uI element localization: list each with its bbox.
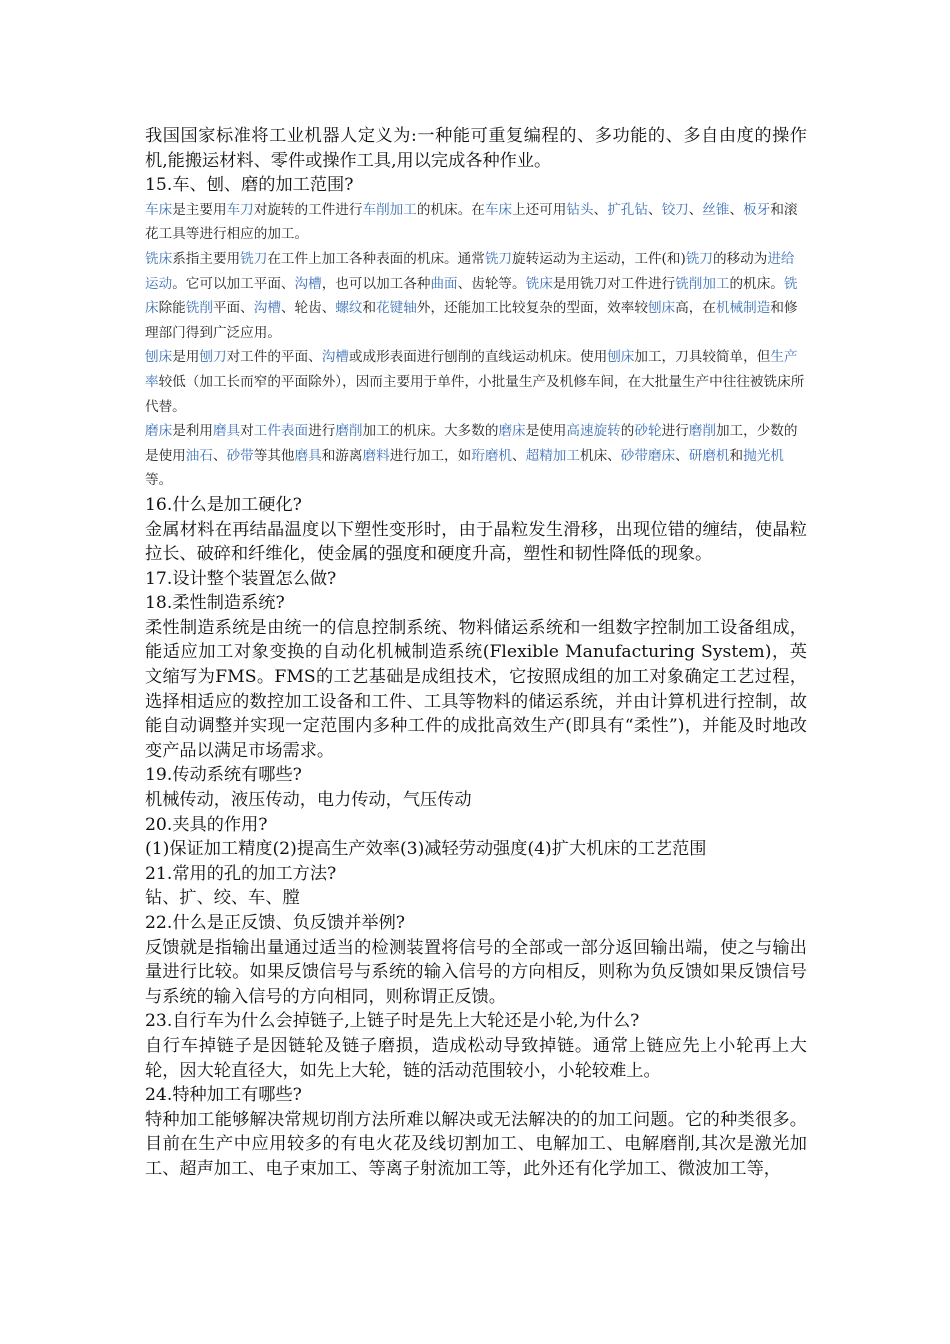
term-link[interactable]: 铣削 — [185, 300, 213, 317]
text-run: 在工件上加工各种表面的机床。通常 — [267, 250, 485, 267]
text-run: 系指主要用 — [172, 250, 241, 267]
text-run: 的 — [620, 423, 635, 440]
term-link[interactable]: 铣床 — [525, 275, 553, 292]
answer-paragraph: 机械传动，液压传动，电力传动，气压传动 — [145, 790, 472, 811]
question-line: 19.传动系统有哪些? — [145, 765, 302, 786]
text-run: 对 — [240, 423, 254, 440]
term-link[interactable]: 磨料 — [362, 447, 390, 464]
text-run: 的移动为 — [712, 250, 768, 267]
text-run: 的机床。 — [729, 275, 784, 292]
term-link[interactable]: 刨床 — [145, 349, 173, 366]
question-line: 24.特种加工有哪些? — [145, 1085, 302, 1106]
text-run: 和滚花工具等进行相应的加工。 — [145, 201, 798, 243]
text-run: 、轮齿、 — [280, 300, 336, 317]
question-line: 23.自行车为什么会掉链子,上链子时是先上大轮还是小轮,为什么? — [145, 1011, 640, 1032]
text-run: 是主要用 — [172, 201, 227, 218]
question-15: 15.车、刨、磨的加工范围? — [145, 175, 354, 196]
text-run: 较低（加工长而窄的平面除外），因而主要用于单件，小批量生产及机修车间，在大批量生产中往往被铣床所代替。 — [145, 373, 805, 415]
text-run: ，也可以加工各种 — [321, 275, 431, 292]
term-link[interactable]: 铣削加工 — [675, 275, 730, 292]
text-run: 是用铣刀对工件进行 — [552, 275, 676, 292]
text-run: 、 — [675, 447, 689, 464]
text-run: 对旋转的工件进行 — [253, 201, 363, 218]
text-run: 是使用 — [525, 423, 567, 440]
term-link[interactable]: 磨床 — [145, 423, 173, 440]
term-link[interactable]: 磨床 — [498, 423, 526, 440]
question-line: 21.常用的孔的加工方法? — [145, 863, 337, 884]
text-run: 机床、 — [580, 447, 621, 464]
text-run: 和 — [362, 300, 377, 317]
term-link[interactable]: 丝锥 — [702, 201, 730, 218]
text-run: 、 — [729, 201, 744, 218]
answer-15-grinder — [145, 419, 807, 493]
qa-list — [145, 493, 807, 1182]
term-link[interactable]: 磨削 — [335, 423, 363, 440]
term-link[interactable]: 砂轮 — [634, 423, 662, 440]
text-run: 和 — [729, 447, 744, 464]
term-link[interactable]: 生产率 — [145, 349, 798, 390]
term-link[interactable]: 珩磨机 — [471, 447, 513, 464]
term-link[interactable]: 曲面 — [430, 275, 458, 292]
term-link[interactable]: 高速旋转 — [566, 423, 621, 440]
text-run: 等。 — [145, 472, 173, 489]
answer-paragraph: (1)保证加工精度(2)提高生产效率(3)减轻劳动强度(4)扩大机床的工艺范围 — [145, 839, 707, 860]
question-line: 20.夹具的作用? — [145, 814, 268, 835]
question-line: 18.柔性制造系统? — [145, 593, 285, 614]
text-run: 进行 — [308, 423, 336, 440]
term-link[interactable]: 沟槽 — [253, 300, 281, 317]
term-link[interactable]: 刨床 — [607, 349, 635, 366]
term-link[interactable]: 钻头 — [566, 201, 594, 218]
term-link[interactable]: 螺纹 — [335, 300, 363, 317]
text-run: 、齿轮等。 — [457, 275, 526, 292]
answer-paragraph: 柔性制造系统是由统一的信息控制系统、物料储运系统和一组数字控制加工设备组成，能适应加工对象变换的自动化机械制造系统(Flexible Manufacturing System)，英文缩写为FMS。FMS的工艺基础是成组技术，它按照成组的加工对象确定工艺过程，选择相适应的数控加工设备和工件、工具等物料的储运系统，并由计算机进行控制，故能自动调整并实现一定范围内多种工件的成批高效生产(即具有“柔性”)，并能及时地改变产品以满足市场需求。 — [145, 617, 807, 761]
term-link[interactable]: 刨床 — [647, 300, 676, 317]
text-run: 外，还能加工比较复杂的型面，效率较 — [416, 300, 648, 317]
term-link[interactable]: 铣床 — [145, 250, 173, 267]
text-run: 、 — [647, 201, 662, 218]
answer-paragraph: 反馈就是指输出量通过适当的检测装置将信号的全部或一部分返回输出端，使之与输出量进行比较。如果反馈信号与系统的输入信号的方向相反，则称为负反馈如果反馈信号与系统的输入信号的方向相同，则称谓正反馈。 — [145, 937, 807, 1007]
text-run: 、 — [688, 201, 703, 218]
text-run: 对工件的平面、 — [226, 349, 322, 366]
term-link[interactable]: 沟槽 — [321, 349, 349, 366]
text-run: 除能 — [158, 300, 186, 317]
text-run: 和修理部门得到广泛应用。 — [145, 300, 798, 341]
term-link[interactable]: 沟槽 — [294, 275, 322, 292]
term-link[interactable]: 铣床 — [145, 275, 798, 317]
term-link[interactable]: 刨刀 — [199, 349, 227, 366]
text-run: 上还可用 — [512, 201, 567, 218]
term-link[interactable]: 铣刀 — [685, 250, 713, 267]
text-run: 旋转运动为主运动，工件(和) — [512, 250, 686, 267]
text-run: 、 — [212, 447, 227, 464]
text-run: 、 — [512, 447, 526, 464]
term-link[interactable]: 车床 — [484, 201, 513, 218]
answer-paragraph: 金属材料在再结晶温度以下塑性变形时，由于晶粒发生滑移，出现位错的缠结，使晶粒拉长、破碎和纤维化，使金属的强度和硬度升高，塑性和韧性降低的现象。 — [145, 519, 807, 565]
text-run: 的机床。在 — [416, 201, 485, 218]
term-link[interactable]: 工件表面 — [253, 423, 309, 440]
text-run: 或成形表面进行刨削的直线运动机床。使用 — [348, 349, 608, 366]
text-run: 是用 — [172, 349, 200, 366]
term-link[interactable]: 铣刀 — [484, 250, 513, 267]
answer-paragraph: 自行车掉链子是因链轮及链子磨损，造成松动导致掉链。通常上链应先上小轮再上大轮，因大轮直径大，如先上大轮，链的活动范围较小，小轮较难上。 — [145, 1035, 807, 1081]
term-link[interactable]: 磨削 — [688, 423, 716, 440]
text-run: 是利用 — [172, 423, 213, 440]
term-link[interactable]: 铰刀 — [661, 201, 689, 218]
text-run: 进行 — [661, 423, 689, 440]
term-link[interactable]: 砂带磨床 — [620, 447, 676, 464]
intro-paragraph: 我国国家标准将工业机器人定义为:一种能可重复编程的、多功能的、多自由度的操作机,能搬运材料、零件或操作工具,用以完成各种作业。 — [145, 126, 807, 171]
term-link[interactable]: 研磨机 — [688, 447, 730, 464]
text-run: 、 — [593, 201, 608, 218]
text-run: 高，在 — [675, 300, 716, 317]
term-link[interactable]: 机械制造 — [715, 300, 771, 317]
term-link[interactable]: 扩孔钻 — [607, 201, 648, 218]
text-run: 加工的机床。大多数的 — [362, 423, 499, 440]
answer-15-lathe — [145, 198, 807, 247]
text-run: 加工，少数的是使用 — [145, 423, 798, 464]
answer-15-milling — [145, 247, 807, 345]
term-link[interactable]: 油石 — [185, 447, 213, 464]
term-link[interactable]: 花键轴 — [376, 300, 417, 317]
text-run: 进行加工，如 — [389, 447, 472, 464]
text-run: 和游离 — [321, 447, 363, 464]
answer-15-planer — [145, 345, 807, 419]
term-link[interactable]: 砂带 — [226, 447, 254, 464]
term-link[interactable]: 磨具 — [212, 423, 241, 440]
term-link[interactable]: 板牙 — [743, 201, 771, 218]
term-link[interactable]: 超精加工 — [525, 447, 580, 464]
term-link[interactable]: 进给运动 — [145, 250, 795, 292]
text-run: 平面、 — [212, 300, 254, 317]
term-link[interactable]: 车削加工 — [362, 201, 417, 218]
question-line: 17.设计整个装置怎么做? — [145, 568, 337, 589]
answer-paragraph: 钻、扩、绞、车、膛 — [145, 888, 300, 909]
term-link[interactable]: 铣刀 — [240, 250, 268, 267]
question-line: 16.什么是加工硬化? — [145, 494, 302, 515]
term-link[interactable]: 车床 — [145, 201, 173, 218]
text-run: 加工，刀具较简单，但 — [634, 349, 771, 366]
text-run: 等其他 — [253, 447, 295, 464]
term-link[interactable]: 车刀 — [226, 201, 254, 218]
document-page — [145, 124, 807, 1182]
term-link[interactable]: 磨具 — [294, 447, 322, 464]
question-line: 22.什么是正反馈、负反馈并举例? — [145, 913, 405, 933]
answer-paragraph: 特种加工能够解决常规切削方法所难以解决或无法解决的的加工问题。它的种类很多。目前在生产中应用较多的有电火花及线切割加工、电解加工、电解磨削,其次是激光加工、超声加工、电子束加工、等离子射流加工等，此外还有化学加工、微波加工等， — [145, 1109, 807, 1179]
term-link[interactable]: 抛光机 — [743, 447, 784, 464]
text-run: 。它可以加工平面、 — [172, 275, 295, 292]
